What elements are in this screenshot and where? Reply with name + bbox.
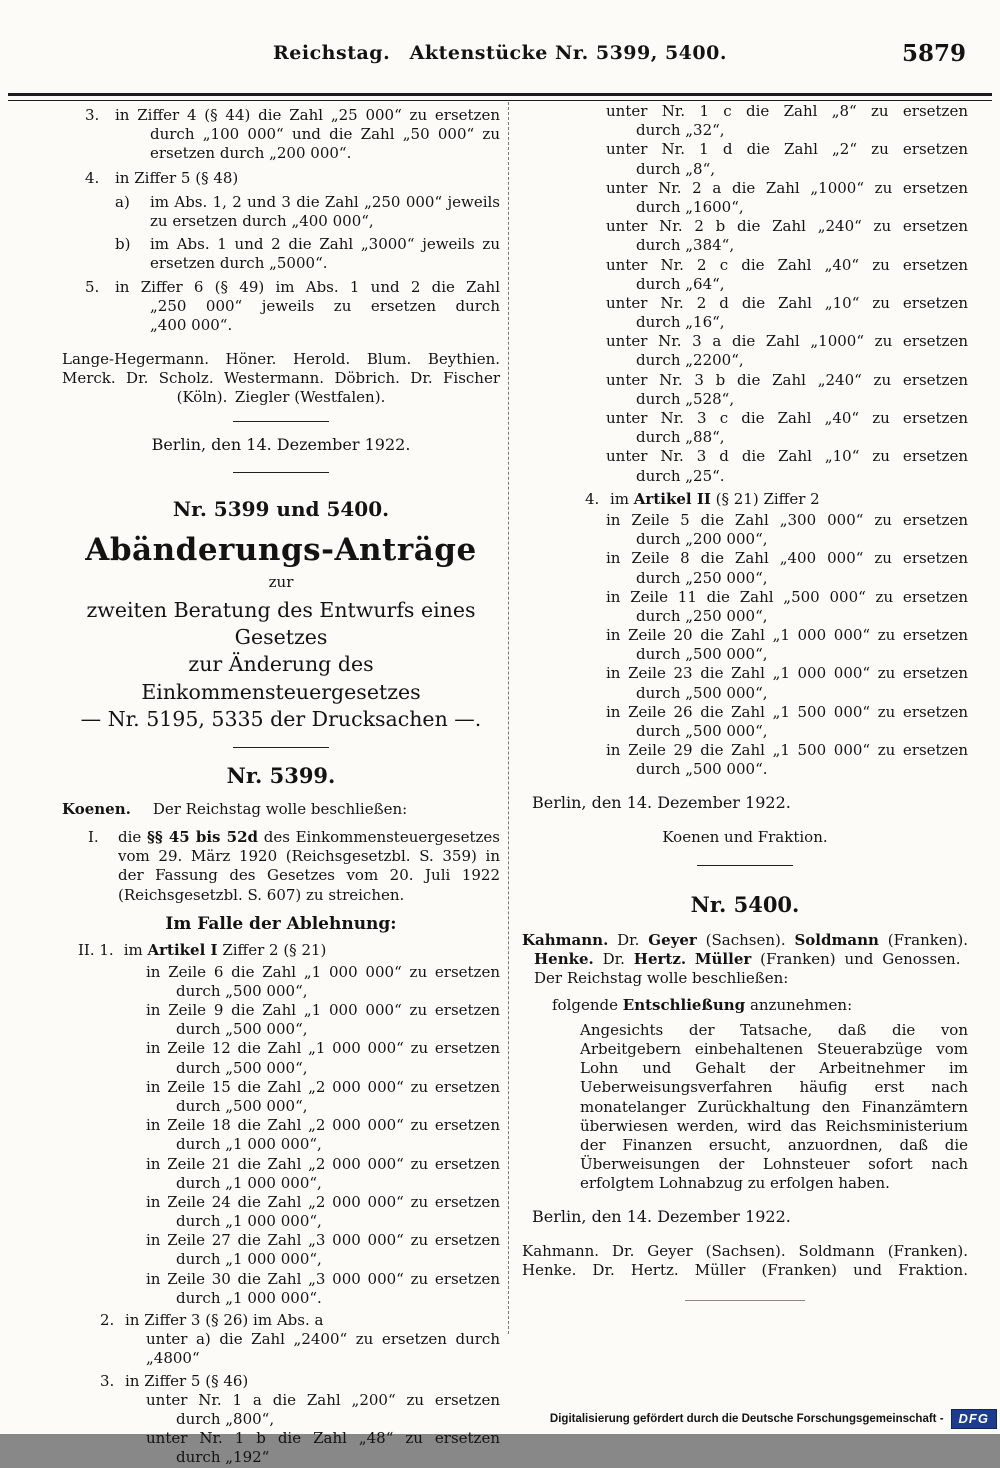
replacement-entry	[606, 294, 968, 332]
motion-item-3	[62, 1372, 500, 1391]
entry-line-2: durch „16“,	[636, 313, 725, 332]
section-rule	[233, 472, 329, 473]
motion-item-II-1	[62, 941, 500, 960]
entry-line-2: durch „88“,	[636, 428, 725, 447]
item-number: 2.	[100, 1311, 115, 1330]
replacement-entries-unter-right	[522, 102, 968, 486]
item-number: 5.	[85, 277, 100, 296]
list-subitem-a	[62, 193, 500, 231]
section-rule	[697, 865, 793, 866]
proposer-segment: Kahmann.	[522, 931, 609, 950]
entry-line-1: in Zeile 26 die Zahl „1 500 000“ zu ersetzen	[606, 702, 968, 721]
item-number: 4.	[85, 168, 100, 187]
section-rule	[233, 421, 329, 422]
replacement-entry	[606, 409, 968, 447]
signature-line: Merck. Dr. Scholz. Westermann. Döbrich. Dr. Fischer	[62, 369, 500, 388]
item-text-post: Ziffer 2 (§ 21)	[217, 941, 327, 960]
item-number: II. 1.	[78, 941, 114, 960]
replacement-entry	[606, 741, 968, 779]
item-text: in Ziffer 5 (§ 46)	[125, 1371, 249, 1390]
replacement-entry	[606, 588, 968, 626]
proposer-segment: (Sachsen).	[696, 931, 795, 950]
entry-line-1: in Zeile 11 die Zahl „500 000“ zu ersetzen	[606, 587, 968, 606]
proposers-paragraph	[522, 931, 968, 989]
replacement-entry	[146, 1001, 500, 1039]
resolution-text: Angesichts der Tatsache, daß die von Arbeitgebern einbehaltenen Steuerabzüge vom Lohn und Gehalt der Arbeitnehmer im Ueberweisungsverfahren häufig erst nach monatelanger Zurückhaltung den Finanzämtern überwiesen werden, wird das Reichsministerium der Finanzen ersucht, anzuordnen, daß die Überweisungen der Lohnsteuer sofort nach erfolgtem Lohnabzug zu erfolgen haben.	[580, 1020, 968, 1193]
motion-opening	[62, 800, 500, 819]
item-text-bold: Artikel II	[633, 489, 711, 508]
subitem-text: im Abs. 1, 2 und 3 die Zahl „250 000“ jeweils zu ersetzen durch „400 000“,	[150, 192, 500, 230]
entry-line-2: durch „1 000 000“,	[176, 1250, 322, 1269]
item-text-pre: im	[123, 941, 148, 960]
item-number: I.	[88, 827, 99, 846]
list-item-3	[62, 106, 500, 164]
resolution-intro	[522, 996, 968, 1015]
right-column	[522, 102, 968, 1301]
entry-line-1: in Zeile 27 die Zahl „3 000 000“ zu ersetzen	[146, 1231, 500, 1250]
replacement-entries-zeile-right	[522, 511, 968, 780]
replacement-entries-zeile-left	[62, 963, 500, 1308]
intro-pre: folgende	[552, 995, 623, 1014]
entry-line-1: in Zeile 15 die Zahl „2 000 000“ zu ersetzen	[146, 1077, 500, 1096]
motion-item-I	[62, 828, 500, 905]
signature-line: (Köln). Ziegler (Westfalen).	[176, 388, 386, 407]
entry-line-2: durch „32“,	[636, 121, 725, 140]
replacement-entry	[146, 1193, 500, 1231]
entry-line-2: durch „64“,	[636, 274, 725, 293]
entry-line-2: durch „1 000 000“,	[176, 1135, 322, 1154]
item-text-pre: im	[610, 489, 634, 508]
proposer-segment: Müller	[694, 950, 752, 969]
entry-line-2: durch „192“	[176, 1448, 270, 1467]
signature-line: Lange-Hegermann. Höner. Herold. Blum. Beythien.	[62, 350, 500, 369]
dateline: Berlin, den 14. Dezember 1922.	[532, 1206, 791, 1226]
proposer-segment: (Franken) und Genossen. Der Reichstag wolle beschließen:	[534, 950, 968, 988]
signature-line: Kahmann. Dr. Geyer (Sachsen). Soldmann (Franken).	[522, 1242, 968, 1260]
entry-line-1: unter Nr. 3 d die Zahl „10“ zu ersetzen	[606, 447, 968, 466]
digitization-footer	[550, 1409, 997, 1429]
entry-line-2: durch „1600“,	[636, 197, 744, 216]
motion-phrase: Der Reichstag wolle beschließen:	[152, 799, 408, 818]
replacement-entry	[146, 1039, 500, 1077]
replacement-entry	[606, 102, 968, 140]
entry-line-1: in Zeile 5 die Zahl „300 000“ zu ersetzen	[606, 510, 968, 529]
proposer-segment: Henke.	[534, 950, 594, 969]
entry-line-2: durch „500 000“,	[636, 645, 768, 664]
entry-line-1: in Zeile 9 die Zahl „1 000 000“ zu ersetzen	[146, 1001, 500, 1020]
list-subitem-b	[62, 235, 500, 273]
final-signatures	[522, 1242, 968, 1280]
item-text-bold: §§ 45 bis 52d	[146, 827, 259, 846]
subtitle-line: zur Änderung des Einkommensteuergesetzes	[141, 652, 421, 704]
entry-line-2: durch „500 000“,	[176, 981, 308, 1000]
section-number-5400: Nr. 5400.	[690, 892, 800, 918]
subtitle-line: zweiten Beratung des Entwurfs eines Gesetzes	[86, 597, 476, 650]
signature-line: Henke. Dr. Hertz. Müller (Franken) und Fraktion.	[522, 1261, 968, 1280]
list-item-4	[62, 169, 500, 188]
item-text-post: (§ 21) Ziffer 2	[710, 489, 820, 508]
item-text: in Ziffer 3 (§ 26) im Abs. a	[125, 1311, 324, 1330]
item-text-bold: Artikel I	[147, 941, 218, 960]
section-rule	[233, 747, 329, 748]
replacement-entry	[606, 703, 968, 741]
column-divider	[508, 102, 509, 1334]
entry-line-1: unter Nr. 3 a die Zahl „1000“ zu ersetzen	[606, 332, 968, 351]
entry-line-2: durch „384“,	[636, 236, 735, 255]
replacement-entry	[606, 256, 968, 294]
item-text-post: des Einkommensteuergesetzes vom 29. März 1920 (Reichsgesetzbl. S. 359) in der Fassung des Gesetzes vom 20. Juli 1922 (Reichsgesetzbl. S. 607) zu streichen.	[118, 827, 500, 904]
proposer-segment: Soldmann	[794, 931, 879, 950]
proposer-name: Koenen.	[62, 799, 131, 818]
motion-item-4	[522, 490, 968, 509]
subitem-letter: b)	[115, 235, 131, 254]
replacement-entry	[146, 1231, 500, 1269]
signatures-block	[62, 350, 500, 408]
faction-signature: Koenen und Fraktion.	[662, 828, 828, 847]
entry-line-1: unter Nr. 2 d die Zahl „10“ zu ersetzen	[606, 293, 968, 312]
entry-line-2: durch „250 000“,	[636, 568, 768, 587]
entry-line-1: unter Nr. 1 a die Zahl „200“ zu ersetzen	[146, 1390, 500, 1409]
entry-line-1: unter Nr. 3 b die Zahl „240“ zu ersetzen	[606, 370, 968, 389]
replacement-entry	[146, 1270, 500, 1308]
item-number: 4.	[585, 489, 600, 508]
item-text: in Ziffer 4 (§ 44) die Zahl „25 000“ zu ersetzen durch „100 000“ und die Zahl „50 000“ zu ersetzen durch „200 000“.	[115, 106, 500, 163]
dateline: Berlin, den 14. Dezember 1922.	[532, 792, 791, 812]
entry-line-1: unter Nr. 1 b die Zahl „48“ zu ersetzen	[146, 1429, 500, 1448]
item-text-pre: die	[118, 827, 147, 846]
replacement-entry	[606, 511, 968, 549]
dateline: Berlin, den 14. Dezember 1922.	[151, 434, 411, 454]
subtitle-line: — Nr. 5195, 5335 der Drucksachen —.	[80, 707, 482, 732]
entry-line-2: durch „500 000“,	[636, 683, 768, 702]
item-number: 3.	[85, 106, 100, 124]
entry-line-2: durch „250 000“,	[636, 606, 768, 625]
entry-line-1: unter Nr. 3 c die Zahl „40“ zu ersetzen	[606, 409, 968, 427]
entry-line-2: durch „800“,	[176, 1409, 275, 1428]
footer-text: Digitalisierung gefördert durch die Deutsche Forschungsgemeinschaft -	[549, 1413, 944, 1425]
entry-line-1: unter Nr. 2 b die Zahl „240“ zu ersetzen	[606, 217, 968, 236]
entry-line-2: durch „500 000“.	[636, 760, 768, 779]
replacement-entry	[606, 664, 968, 702]
entry-line-2: durch „2200“,	[636, 351, 744, 370]
entry-line-1: in Zeile 12 die Zahl „1 000 000“ zu ersetzen	[146, 1039, 500, 1058]
proposer-segment: (Franken).	[878, 931, 968, 950]
page-number: 5879	[901, 40, 966, 67]
replacement-entry	[606, 140, 968, 178]
item-text: in Ziffer 6 (§ 49) im Abs. 1 und 2 die Zahl „250 000“ jeweils zu ersetzen durch „400 000“.	[115, 277, 500, 334]
item-text: in Ziffer 5 (§ 48)	[115, 168, 239, 187]
subitem-letter: a)	[115, 192, 130, 211]
document-title: Abänderungs-Anträge	[85, 531, 477, 568]
entry-line-1: in Zeile 18 die Zahl „2 000 000“ zu ersetzen	[146, 1116, 500, 1135]
entry-line-2: durch „200 000“,	[636, 530, 768, 549]
proposer-segment: Dr.	[593, 950, 634, 969]
replacement-entry	[606, 179, 968, 217]
replacement-entry	[606, 447, 968, 485]
running-head: Reichstag. Aktenstücke Nr. 5399, 5400.	[273, 42, 727, 64]
entry-line-2: durch „1 000 000“.	[176, 1288, 322, 1307]
entry-line-1: in Zeile 8 die Zahl „400 000“ zu ersetzen	[606, 549, 968, 568]
proposer-segment	[686, 950, 695, 968]
entry-line-1: in Zeile 30 die Zahl „3 000 000“ zu ersetzen	[146, 1269, 500, 1288]
proposer-segment: Dr.	[608, 931, 649, 950]
closing-rule	[685, 1300, 805, 1301]
replacement-entry-single: unter a) die Zahl „2400“ zu ersetzen durch „4800“	[146, 1330, 500, 1368]
dfg-logo: DFG	[951, 1409, 997, 1429]
replacement-entry	[146, 1429, 500, 1467]
entry-line-1: in Zeile 21 die Zahl „2 000 000“ zu ersetzen	[146, 1154, 500, 1173]
replacement-entry	[606, 217, 968, 255]
subitem-text: im Abs. 1 und 2 die Zahl „3000“ jeweils zu ersetzen durch „5000“.	[150, 235, 500, 273]
entry-line-2: durch „500 000“,	[176, 1020, 308, 1039]
intro-post: anzunehmen:	[745, 995, 853, 1014]
entry-line-1: unter Nr. 1 c die Zahl „8“ zu ersetzen	[606, 102, 968, 120]
motion-item-2	[62, 1311, 500, 1330]
intro-bold: Entschließung	[622, 995, 746, 1014]
entry-line-1: unter Nr. 2 c die Zahl „40“ zu ersetzen	[606, 255, 968, 274]
entry-line-2: durch „25“.	[636, 466, 725, 485]
entry-line-1: in Zeile 20 die Zahl „1 000 000“ zu ersetzen	[606, 626, 968, 645]
replacement-entry	[146, 1391, 500, 1429]
entry-line-1: in Zeile 23 die Zahl „1 000 000“ zu ersetzen	[606, 664, 968, 683]
title-connector: zur	[268, 573, 294, 592]
entry-line-2: durch „500 000“,	[176, 1058, 308, 1077]
entry-line-2: durch „500 000“,	[636, 722, 768, 740]
replacement-entry	[606, 332, 968, 370]
replacement-entries-unter-left	[62, 1391, 500, 1468]
document-subtitle	[62, 597, 500, 734]
entry-line-1: in Zeile 29 die Zahl „1 500 000“ zu ersetzen	[606, 741, 968, 760]
entry-line-1: unter Nr. 2 a die Zahl „1000“ zu ersetzen	[606, 178, 968, 197]
replacement-entry	[146, 1155, 500, 1193]
replacement-entry	[146, 1116, 500, 1154]
entry-line-1: unter Nr. 1 d die Zahl „2“ zu ersetzen	[606, 140, 968, 159]
replacement-entry	[606, 549, 968, 587]
header-double-rule	[8, 93, 992, 101]
proposer-segment: Geyer	[648, 931, 697, 950]
list-item-5	[62, 278, 500, 336]
document-number-heading: Nr. 5399 und 5400.	[172, 497, 390, 522]
replacement-entry	[146, 963, 500, 1001]
replacement-entry	[146, 1078, 500, 1116]
proposer-segment: Hertz.	[633, 950, 687, 969]
entry-line-2: durch „1 000 000“,	[176, 1212, 322, 1231]
replacement-entry	[606, 371, 968, 409]
replacement-entry	[606, 626, 968, 664]
entry-line-2: durch „500 000“,	[176, 1096, 308, 1115]
entry-line-2: durch „8“,	[636, 159, 716, 178]
item-number: 3.	[100, 1371, 115, 1390]
entry-line-1: in Zeile 6 die Zahl „1 000 000“ zu ersetzen	[146, 962, 500, 981]
section-number-5399: Nr. 5399.	[226, 762, 336, 788]
entry-line-2: durch „528“,	[636, 389, 735, 408]
rejection-heading: Im Falle der Ablehnung:	[165, 913, 397, 934]
left-column	[62, 106, 500, 1468]
entry-line-2: durch „1 000 000“,	[176, 1173, 322, 1192]
entry-line-1: in Zeile 24 die Zahl „2 000 000“ zu ersetzen	[146, 1192, 500, 1211]
